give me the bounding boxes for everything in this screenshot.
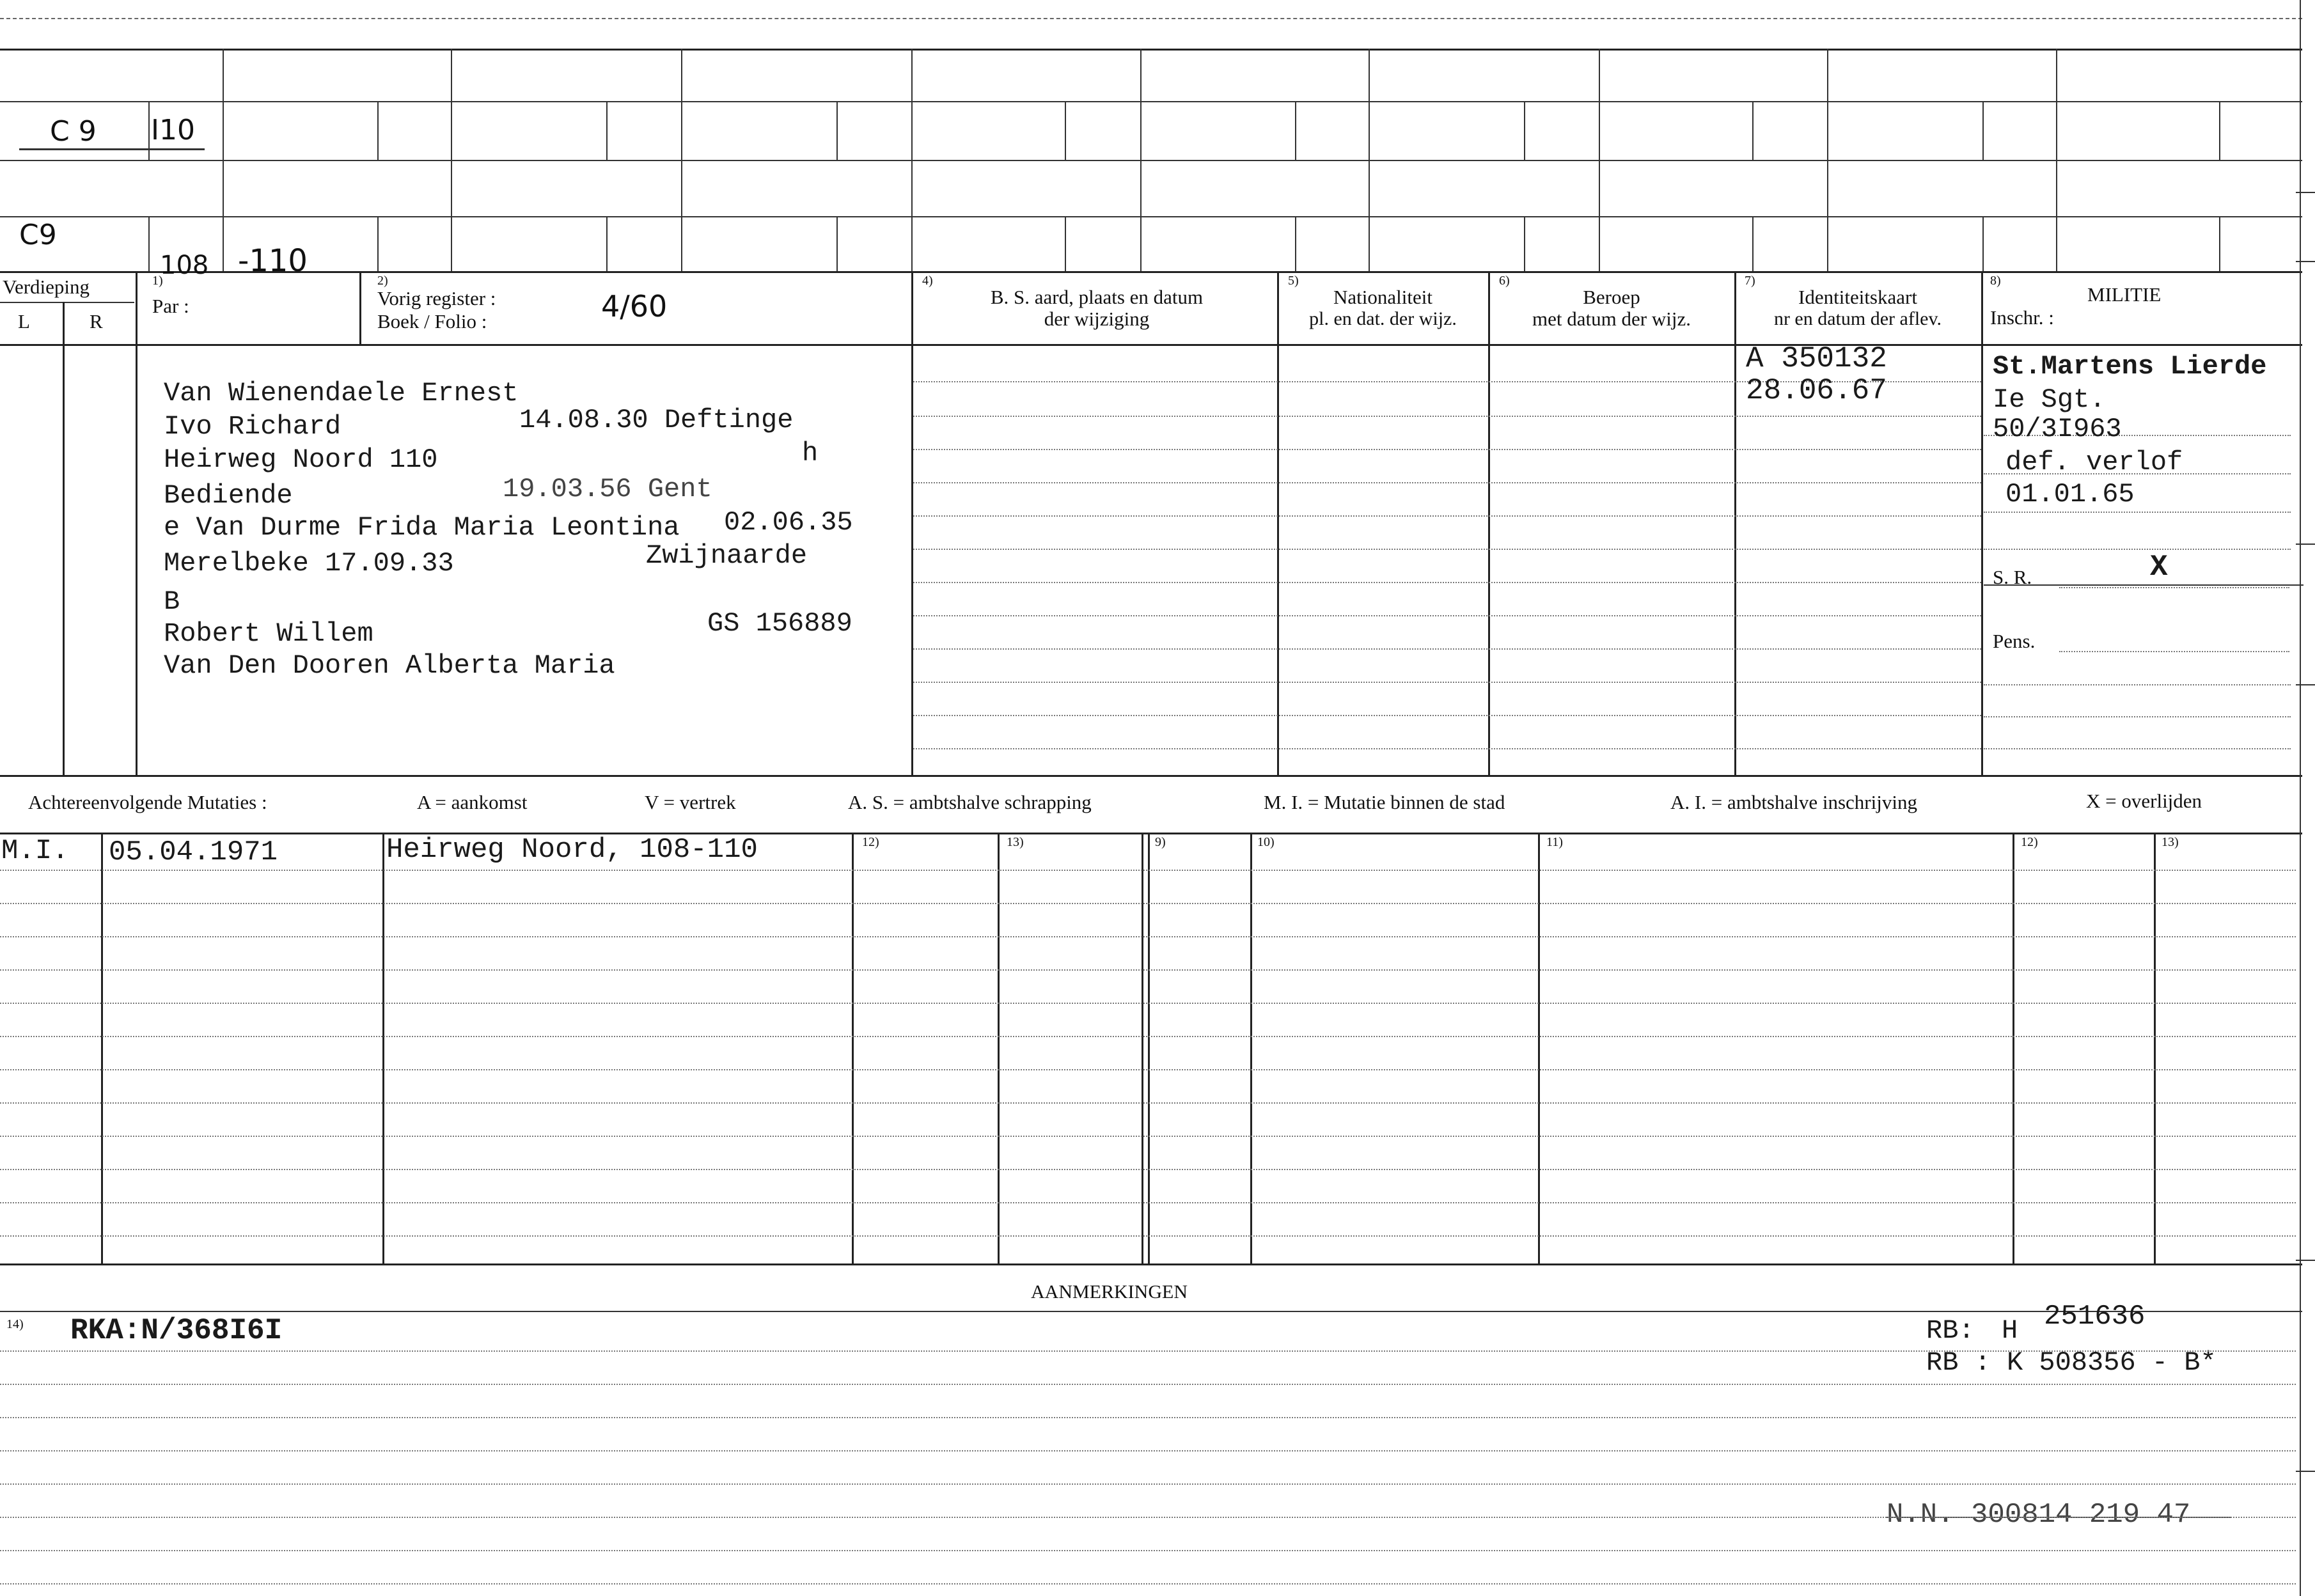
col5-header-2: pl. en dat. der wijz. (1309, 308, 1457, 329)
person-first-names: Ivo Richard (164, 411, 341, 442)
vorig-register-label: Vorig register : (377, 287, 496, 309)
legend-ai: A. I. = ambtshalve inschrijving (1670, 791, 1917, 813)
inschr-label: Inschr. : (1990, 306, 2054, 329)
col5-header-1: Nationaliteit (1333, 286, 1432, 308)
h-mark: h (802, 438, 819, 469)
top-code-3: C9 (19, 219, 57, 251)
vorig-num: 2) (377, 274, 388, 288)
b-mark: B (164, 586, 180, 617)
mutation-type: M.I. (1, 835, 69, 867)
militie-rank: Ie Sgt. (1993, 384, 2106, 415)
mut-col13b-num: 13) (2162, 835, 2179, 849)
person-address: Heirweg Noord 110 (164, 444, 438, 475)
mut-col9-num: 9) (1155, 835, 1166, 849)
col-l-label: L (18, 310, 30, 332)
top-code-4: 108 (160, 251, 209, 280)
rb1-number: 251636 (2044, 1301, 2146, 1333)
legend-x: X = overlijden (2086, 790, 2202, 812)
person-marriage: 19.03.56 Gent (503, 474, 712, 505)
legend-a: A = aankomst (417, 791, 528, 813)
child-2: Van Den Dooren Alberta Maria (164, 650, 615, 681)
rka-number: RKA:N/368I6I (70, 1314, 283, 1347)
col6-header-1: Beroep (1583, 286, 1640, 308)
sr-value: X (2150, 551, 2168, 584)
militie-header: MILITIE (2087, 283, 2162, 306)
spouse-place: Merelbeke 17.09.33 (164, 548, 454, 579)
col7-header-1: Identiteitskaart (1798, 286, 1917, 308)
militie-class: 50/3I963 (1993, 414, 2122, 444)
mutation-date: 05.04.1971 (109, 836, 278, 868)
child-1: Robert Willem (164, 618, 373, 649)
mutation-address: Heirweg Noord, 108-110 (386, 834, 758, 866)
col4-header-2: der wijziging (1044, 308, 1150, 330)
boek-folio-label: Boek / Folio : (377, 310, 487, 332)
col4-num: 4) (922, 274, 933, 288)
col-r-label: R (90, 310, 103, 332)
legend-as: A. S. = ambtshalve schrapping (848, 791, 1092, 813)
par-label: Par : (152, 295, 189, 317)
person-name: Van Wienendaele Ernest (164, 378, 519, 409)
person-profession: Bediende (164, 480, 293, 511)
verdieping-label: Verdieping (3, 276, 90, 298)
pens-label: Pens. (1993, 630, 2036, 652)
top-edge (0, 18, 2302, 19)
spouse-place-2: Zwijnaarde (646, 540, 808, 571)
col6-num: 6) (1499, 274, 1510, 288)
boek-folio-value: 4/60 (601, 289, 668, 324)
militie-date: 01.01.65 (2005, 479, 2135, 510)
id-card-date: 28.06.67 (1746, 374, 1887, 407)
mut-col13-num: 13) (1007, 835, 1024, 849)
militie-place: St.Martens Lierde (1993, 351, 2267, 382)
col6-header-2: met datum der wijz. (1532, 308, 1691, 330)
legend-v: V = vertrek (645, 791, 736, 813)
nn-number: N.N. 300814 219 47 (1887, 1499, 2191, 1531)
legend-title: Achtereenvolgende Mutaties : (28, 791, 267, 813)
mut-col12-num: 12) (862, 835, 879, 849)
person-birth: 14.08.30 Deftinge (519, 405, 794, 435)
rb1-label: RB: (1926, 1315, 1975, 1346)
col8-num: 8) (1990, 274, 2001, 288)
top-code-5: -110 (238, 243, 308, 279)
rb1-letter: H (2002, 1315, 2018, 1346)
spouse-name: e Van Durme Frida Maria Leontina (164, 512, 680, 543)
child-gs: GS 156889 (707, 608, 852, 639)
mut-col11-num: 11) (1546, 835, 1563, 849)
remarks-title: AANMERKINGEN (1031, 1281, 1188, 1303)
legend-mi: M. I. = Mutatie binnen de stad (1264, 791, 1505, 813)
col7-header-2: nr en datum der aflev. (1773, 308, 1942, 329)
remarks-num: 14) (6, 1317, 24, 1331)
col5-num: 5) (1288, 274, 1299, 288)
col4-header-1: B. S. aard, plaats en datum (990, 286, 1204, 308)
col7-num: 7) (1745, 274, 1755, 288)
par-num: 1) (152, 274, 163, 288)
mut-col12b-num: 12) (2021, 835, 2038, 849)
rb2-line: RB : K 508356 - B* (1926, 1347, 2217, 1378)
top-code-2: I10 (151, 114, 195, 146)
sr-label: S. R. (1993, 566, 2032, 588)
spouse-birth: 02.06.35 (724, 507, 853, 538)
id-card-number: A 350132 (1746, 342, 1887, 375)
mut-col10-num: 10) (1257, 835, 1275, 849)
top-code-1: C 9 (50, 115, 97, 148)
militie-status: def. verlof (2005, 447, 2183, 478)
